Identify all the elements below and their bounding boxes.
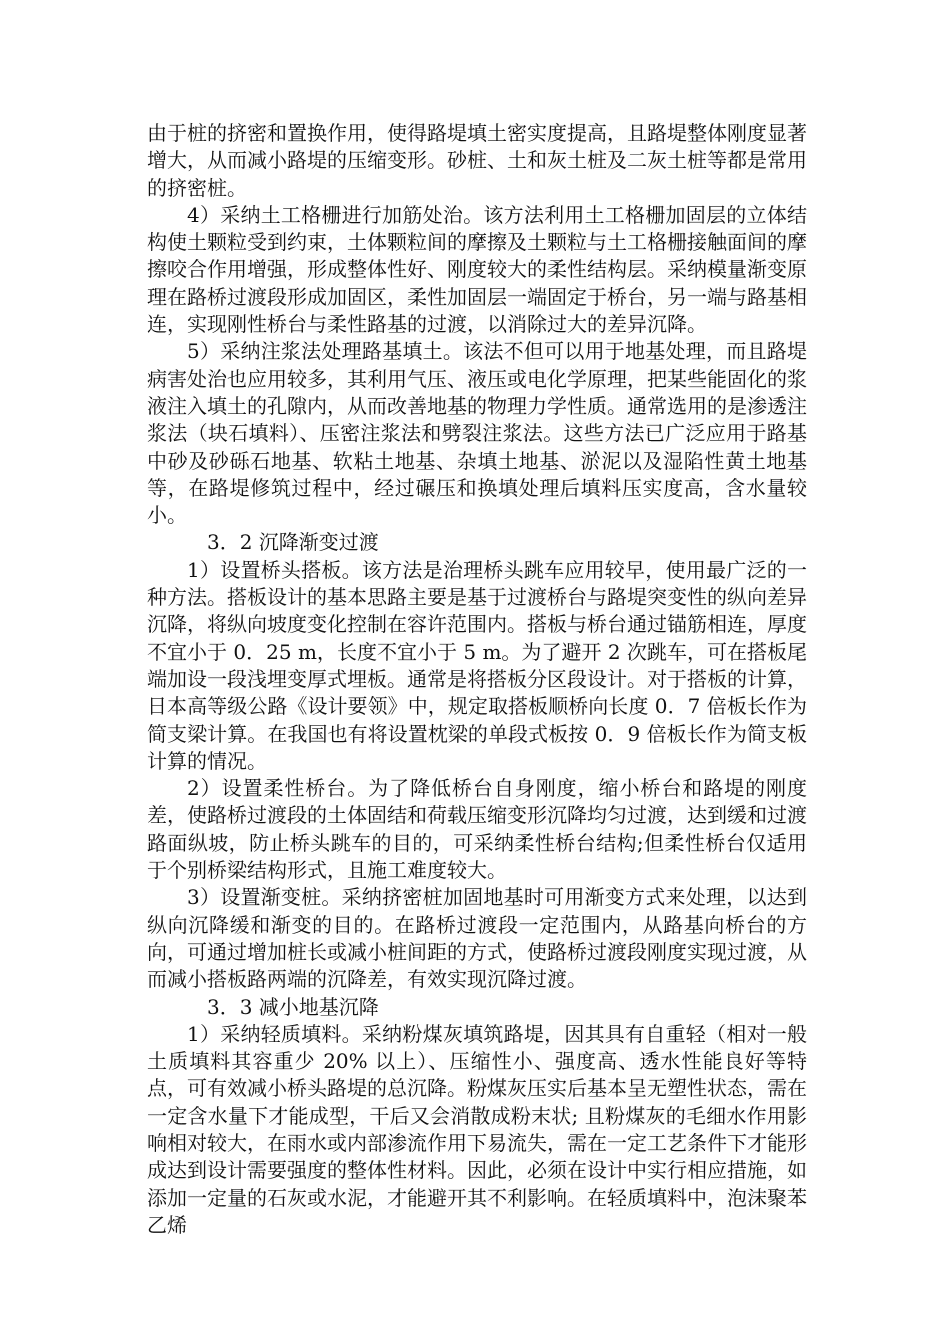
paragraph-geogrid: 4）采纳土工格栅进行加筋处治。该方法利用土工格栅加固层的立体结构使土颗粒受到约束，土体颗粒间的摩擦及土颗粒与土工格栅接触面间的摩擦咬合作用增强，形成整体性好、刚度较大的柔性结构层。采纳模量渐变原理在路桥过渡段形成加固区，柔性加固层一端固定于桥台，另一端与路基相连，实现刚性桥台与柔性路基的过渡，以消除过大的差异沉降。 [147,202,807,337]
paragraph-gradient-piles: 3）设置渐变桩。采纳挤密桩加固地基时可用渐变方式来处理，以达到纵向沉降缓和渐变的目的。在路桥过渡段一定范围内，从路基向桥台的方向，可通过增加桩长或减小桩间距的方式，使路桥过渡段刚度实现过渡，从而减小搭板路两端的沉降差，有效实现沉降过渡。 [147,885,807,992]
paragraph-compaction-piles: 由于桩的挤密和置换作用，使得路堤填土密实度提高，且路堤整体刚度显著增大，从而减小路堤的压缩变形。砂桩、土和灰土桩及二灰土桩等都是常用的挤密桩。 [147,121,807,200]
section-heading-3-3: 3．3 减小地基沉降 [207,994,379,1019]
document-page [147,120,807,1239]
section-heading-3-2: 3．2 沉降渐变过渡 [207,530,379,555]
paragraph-grouting: 5）采纳注浆法处理路基填土。该法不但可以用于地基处理，而且路堤病害处治也应用较多，其利用气压、液压或电化学原理，把某些能固化的浆液注入填土的孔隙内，从而改善地基的物理力学性质。通常选用的是渗透注浆法（块石填料）、压密注浆法和劈裂注浆法。这些方法已广泛应用于路基中砂及砂砾石地基、软粘土地基、杂填土地基、淤泥以及湿陷性黄土地基等，在路堤修筑过程中，经过碾压和换填处理后填料压实度高，含水量较小。 [147,339,807,528]
paragraph-approach-slab: 1）设置桥头搭板。该方法是治理桥头跳车应用较早，使用最广泛的一种方法。搭板设计的基本思路主要是基于过渡桥台与路堤突变性的纵向差异沉降，将纵向坡度变化控制在容许范围内。搭板与桥台通过锚筋相连，厚度不宜小于 0．25 m，长度不宜小于 5 m。为了避开 2 次跳车，可在搭板尾端加设一段浅埋变厚式埋板。通常是将搭板分区段设计。对于搭板的计算，日本高等级公路《设计要领》中，规定取搭板顺桥向长度 0．7 倍板长作为简支梁计算。在我国也有将设置枕梁的单段式板按 0．9 倍板长作为简支板计算的情况。 [147,557,807,773]
paragraph-lightweight-fill: 1）采纳轻质填料。采纳粉煤灰填筑路堤，因其具有自重轻（相对一般土质填料其容重少 20% 以上）、压缩性小、强度高、透水性能良好等特点，可有效减小桥头路堤的总沉降。粉煤灰压实后基本呈无塑性状态，需在一定含水量下才能成型，干后又会消散成粉末状; 且粉煤灰的毛细水作用影响相对较大，在雨水或内部渗流作用下易流失，需在一定工艺条件下才能形成达到设计需要强度的整体性材料。因此，必须在设计中实行相应措施，如添加一定量的石灰或水泥，才能避开其不利影响。在轻质填料中，泡沫聚苯乙烯 [147,1021,807,1237]
paragraph-flexible-abutment: 2）设置柔性桥台。为了降低桥台自身刚度，缩小桥台和路堤的刚度差，使路桥过渡段的土体固结和荷载压缩变形沉降均匀过渡，达到缓和过渡路面纵坡，防止桥头跳车的目的，可采纳柔性桥台结构;但柔性桥台仅适用于个别桥梁结构形式，且施工难度较大。 [147,776,807,883]
